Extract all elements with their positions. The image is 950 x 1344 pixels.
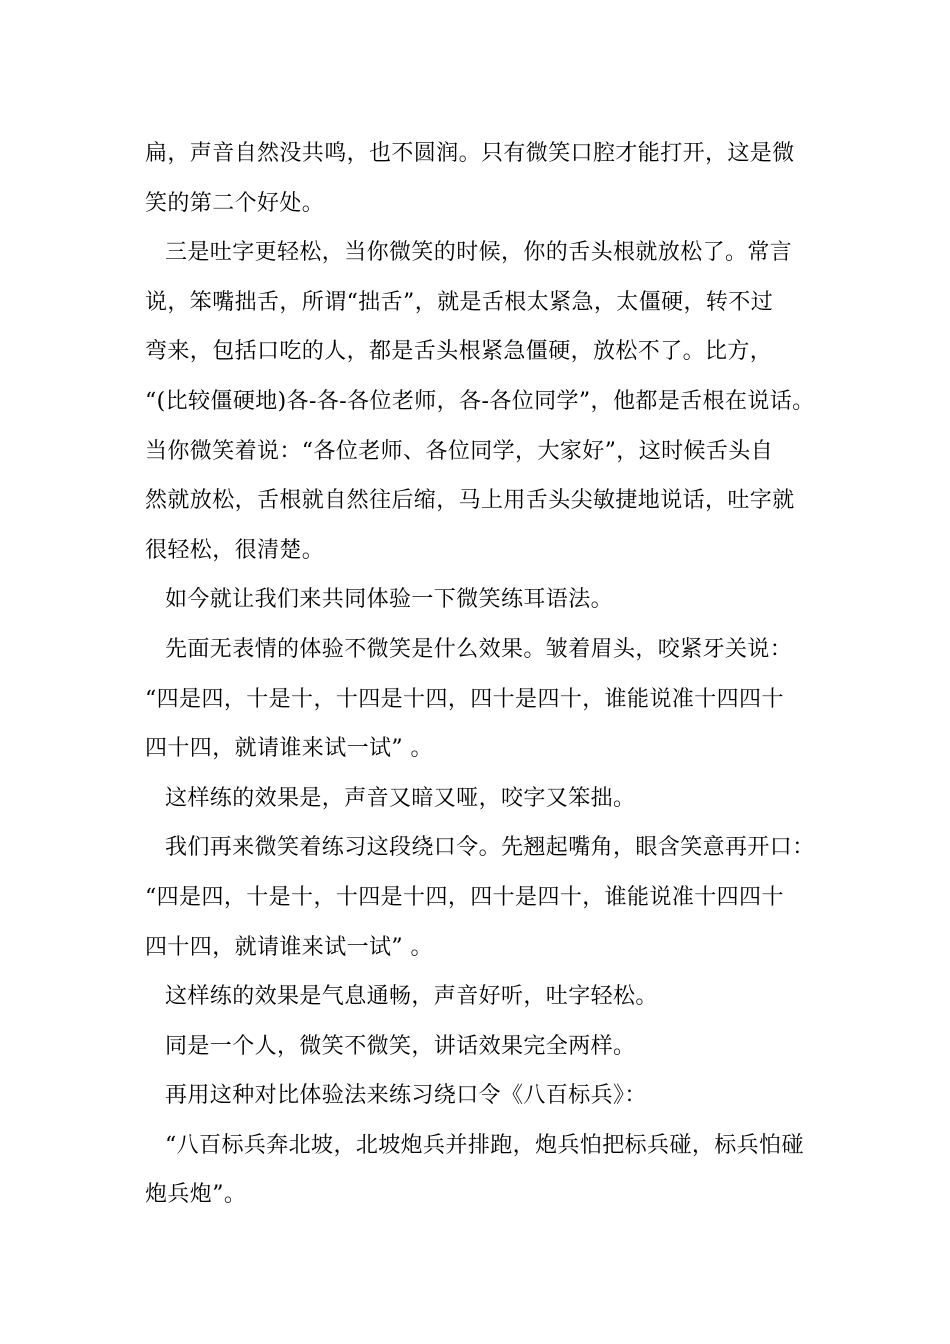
text-line: 如今就让我们来共同体验一下微笑练耳语法。 (165, 587, 614, 613)
body-text (145, 129, 815, 1220)
text-line: 炮兵炮”。 (145, 1182, 247, 1208)
text-line: 三是吐字更轻松，当你微笑的时候，你的舌头根就放松了。常言 (165, 240, 793, 266)
text-line: 四十四，就请谁来试一试” 。 (145, 736, 433, 762)
text-line: 然就放松，舌根就自然往后缩，马上用舌头尖敏捷地说话，吐字就 (145, 488, 795, 514)
text-line: 很轻松，很清楚。 (145, 537, 325, 563)
text-line: 同是一个人，微笑不微笑，讲话效果完全两样。 (165, 1033, 636, 1059)
text-line: 说，笨嘴拙舌，所谓“拙舌”，就是舌根太紧急，太僵硬，转不过 (145, 289, 774, 315)
text-line: 再用这种对比体验法来练习绕口令《八百标兵》： (165, 1083, 647, 1109)
text-line: 当你微笑着说：“各位老师、各位同学，大家好”，这时候舌头自 (145, 438, 774, 464)
text-line: 笑的第二个好处。 (145, 190, 325, 216)
text-line: 这样练的效果是，声音又暗又哑，咬字又笨拙。 (165, 785, 636, 811)
text-line: 弯来，包括口吃的人，都是舌头根紧急僵硬，放松不了。比方， (145, 339, 773, 365)
text-line: 这样练的效果是气息通畅，声音好听，吐字轻松。 (165, 984, 658, 1010)
text-line: 先面无表情的体验不微笑是什么效果。皱着眉头，咬紧牙关说： (165, 636, 793, 662)
text-line: “(比较僵硬地)各-各-各位老师，各-各位同学”，他都是舌根在说话。 (145, 388, 815, 414)
text-line: “四是四，十是十，十四是十四，四十是四十，谁能说准十四四十 (145, 884, 784, 910)
text-line: “八百标兵奔北坡，北坡炮兵并排跑，炮兵怕把标兵碰，标兵怕碰 (165, 1132, 804, 1158)
text-line: 我们再来微笑着练习这段绕口令。先翘起嘴角，眼含笑意再开口： (165, 835, 815, 861)
text-line: “四是四，十是十，十四是十四，四十是四十，谁能说准十四四十 (145, 686, 784, 712)
text-line: 四十四，就请谁来试一试” 。 (145, 934, 433, 960)
text-line: 扁，声音自然没共鸣，也不圆润。只有微笑口腔才能打开，这是微 (145, 141, 795, 166)
